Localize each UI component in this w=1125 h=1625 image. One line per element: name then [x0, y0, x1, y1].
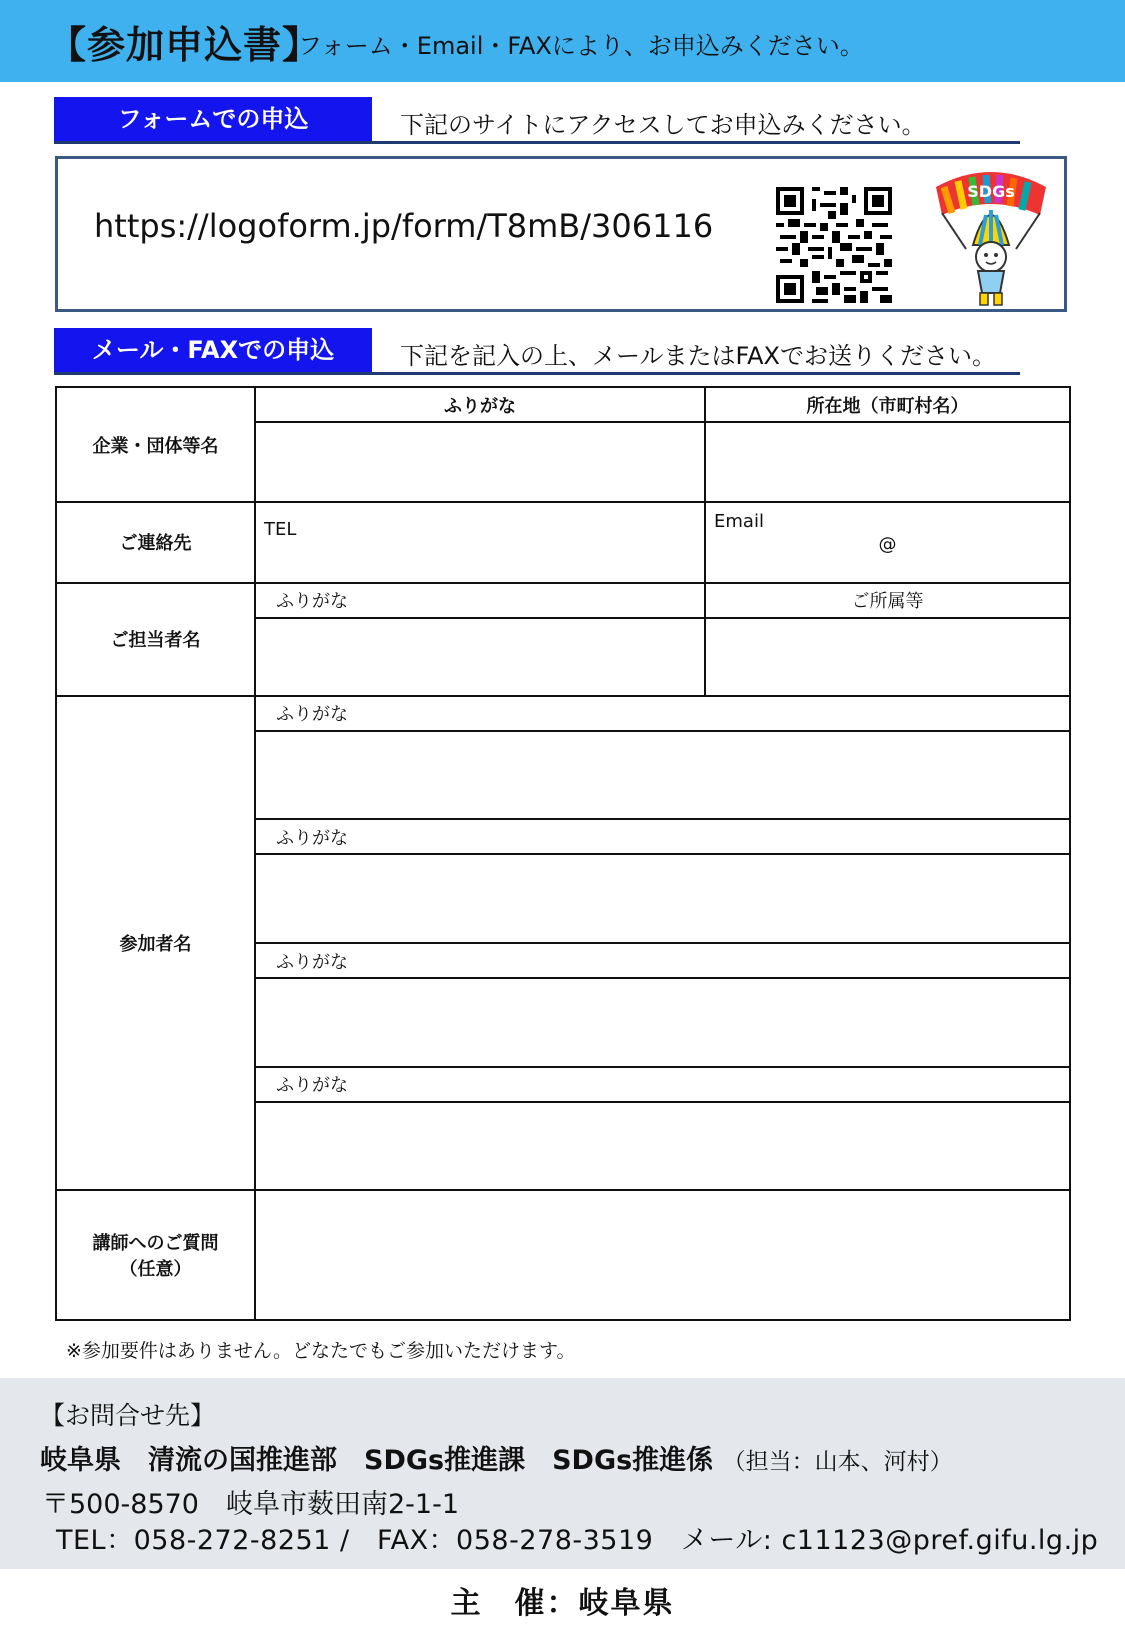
dept-field[interactable]	[705, 618, 1070, 696]
question-label-line1: 講師へのご質問	[92, 1233, 219, 1255]
participants-label: 参加者名	[56, 696, 255, 1190]
participant-3-name-field[interactable]	[255, 978, 1070, 1067]
person-furigana-label: ふりがな	[255, 583, 705, 618]
participant-3-furigana-label: ふりがな	[255, 943, 1070, 978]
question-label	[56, 1190, 255, 1320]
location-label: 所在地（市町村名）	[705, 387, 1070, 422]
question-field[interactable]	[255, 1190, 1070, 1320]
participant-1-name-field[interactable]	[255, 731, 1070, 820]
contact-org	[40, 1438, 953, 1477]
page-subtitle: フォーム・Email・FAXにより、お申込みください。	[298, 32, 864, 60]
question-label-line2: （任意）	[119, 1259, 192, 1281]
email-field[interactable]	[705, 502, 1070, 582]
contact-address: 〒500-8570 岐阜市薮田南2-1-1	[42, 1489, 460, 1520]
dept-label: ご所属等	[705, 583, 1070, 618]
mail-section-label: メール・FAXでの申込	[54, 328, 372, 372]
mail-section-bar	[54, 328, 1020, 375]
sdgs-mascot-icon	[928, 165, 1054, 311]
tel-field[interactable]	[255, 502, 705, 582]
participant-4-name-field[interactable]	[255, 1102, 1070, 1191]
page-title: 【参加申込書】	[48, 23, 322, 67]
participation-note: ※参加要件はありません。どなたでもご参加いただけます。	[66, 1340, 576, 1362]
page-header	[0, 0, 1125, 82]
contact-section	[0, 1378, 1125, 1569]
form-section-label: フォームでの申込	[54, 97, 372, 141]
contact-person: （担当：山本、河村）	[722, 1449, 953, 1475]
contact-org-name: 岐阜県 清流の国推進部 SDGs推進課 SDGs推進係	[40, 1445, 714, 1476]
form-section-bar	[54, 97, 1020, 144]
contact-label: ご連絡先	[56, 502, 255, 582]
org-name-field[interactable]	[255, 422, 705, 502]
form-url-link[interactable]: https://logoform.jp/form/T8mB/306116	[94, 207, 714, 245]
org-label: 企業・団体等名	[56, 387, 255, 502]
form-section-text: 下記のサイトにアクセスしてお申込みください。	[400, 111, 926, 139]
org-furigana-label: ふりがな	[255, 387, 705, 422]
application-form-table	[55, 386, 1071, 1321]
location-field[interactable]	[705, 422, 1070, 502]
qr-code-icon[interactable]	[776, 187, 892, 303]
participant-2-furigana-label: ふりがな	[255, 819, 1070, 854]
tel-label: TEL	[264, 519, 297, 541]
person-name-field[interactable]	[255, 618, 705, 696]
contact-heading: 【お問合せ先】	[40, 1401, 216, 1430]
mascot-sdgs-label: SDGs	[967, 182, 1015, 201]
person-label: ご担当者名	[56, 583, 255, 696]
participant-2-name-field[interactable]	[255, 854, 1070, 943]
participant-4-furigana-label: ふりがな	[255, 1067, 1070, 1102]
email-label: Email	[714, 511, 764, 533]
email-at-sign: @	[878, 534, 897, 556]
host-organizer: 主 催：岐阜県	[450, 1586, 675, 1621]
mail-section-text: 下記を記入の上、メールまたはFAXでお送りください。	[400, 342, 996, 370]
participant-1-furigana-label: ふりがな	[255, 696, 1070, 731]
url-box	[55, 156, 1067, 312]
contact-tel-fax-mail: TEL：058-272-8251 / FAX：058-278-3519 メール: c11123@pref.gifu.lg.jp	[56, 1525, 1099, 1556]
